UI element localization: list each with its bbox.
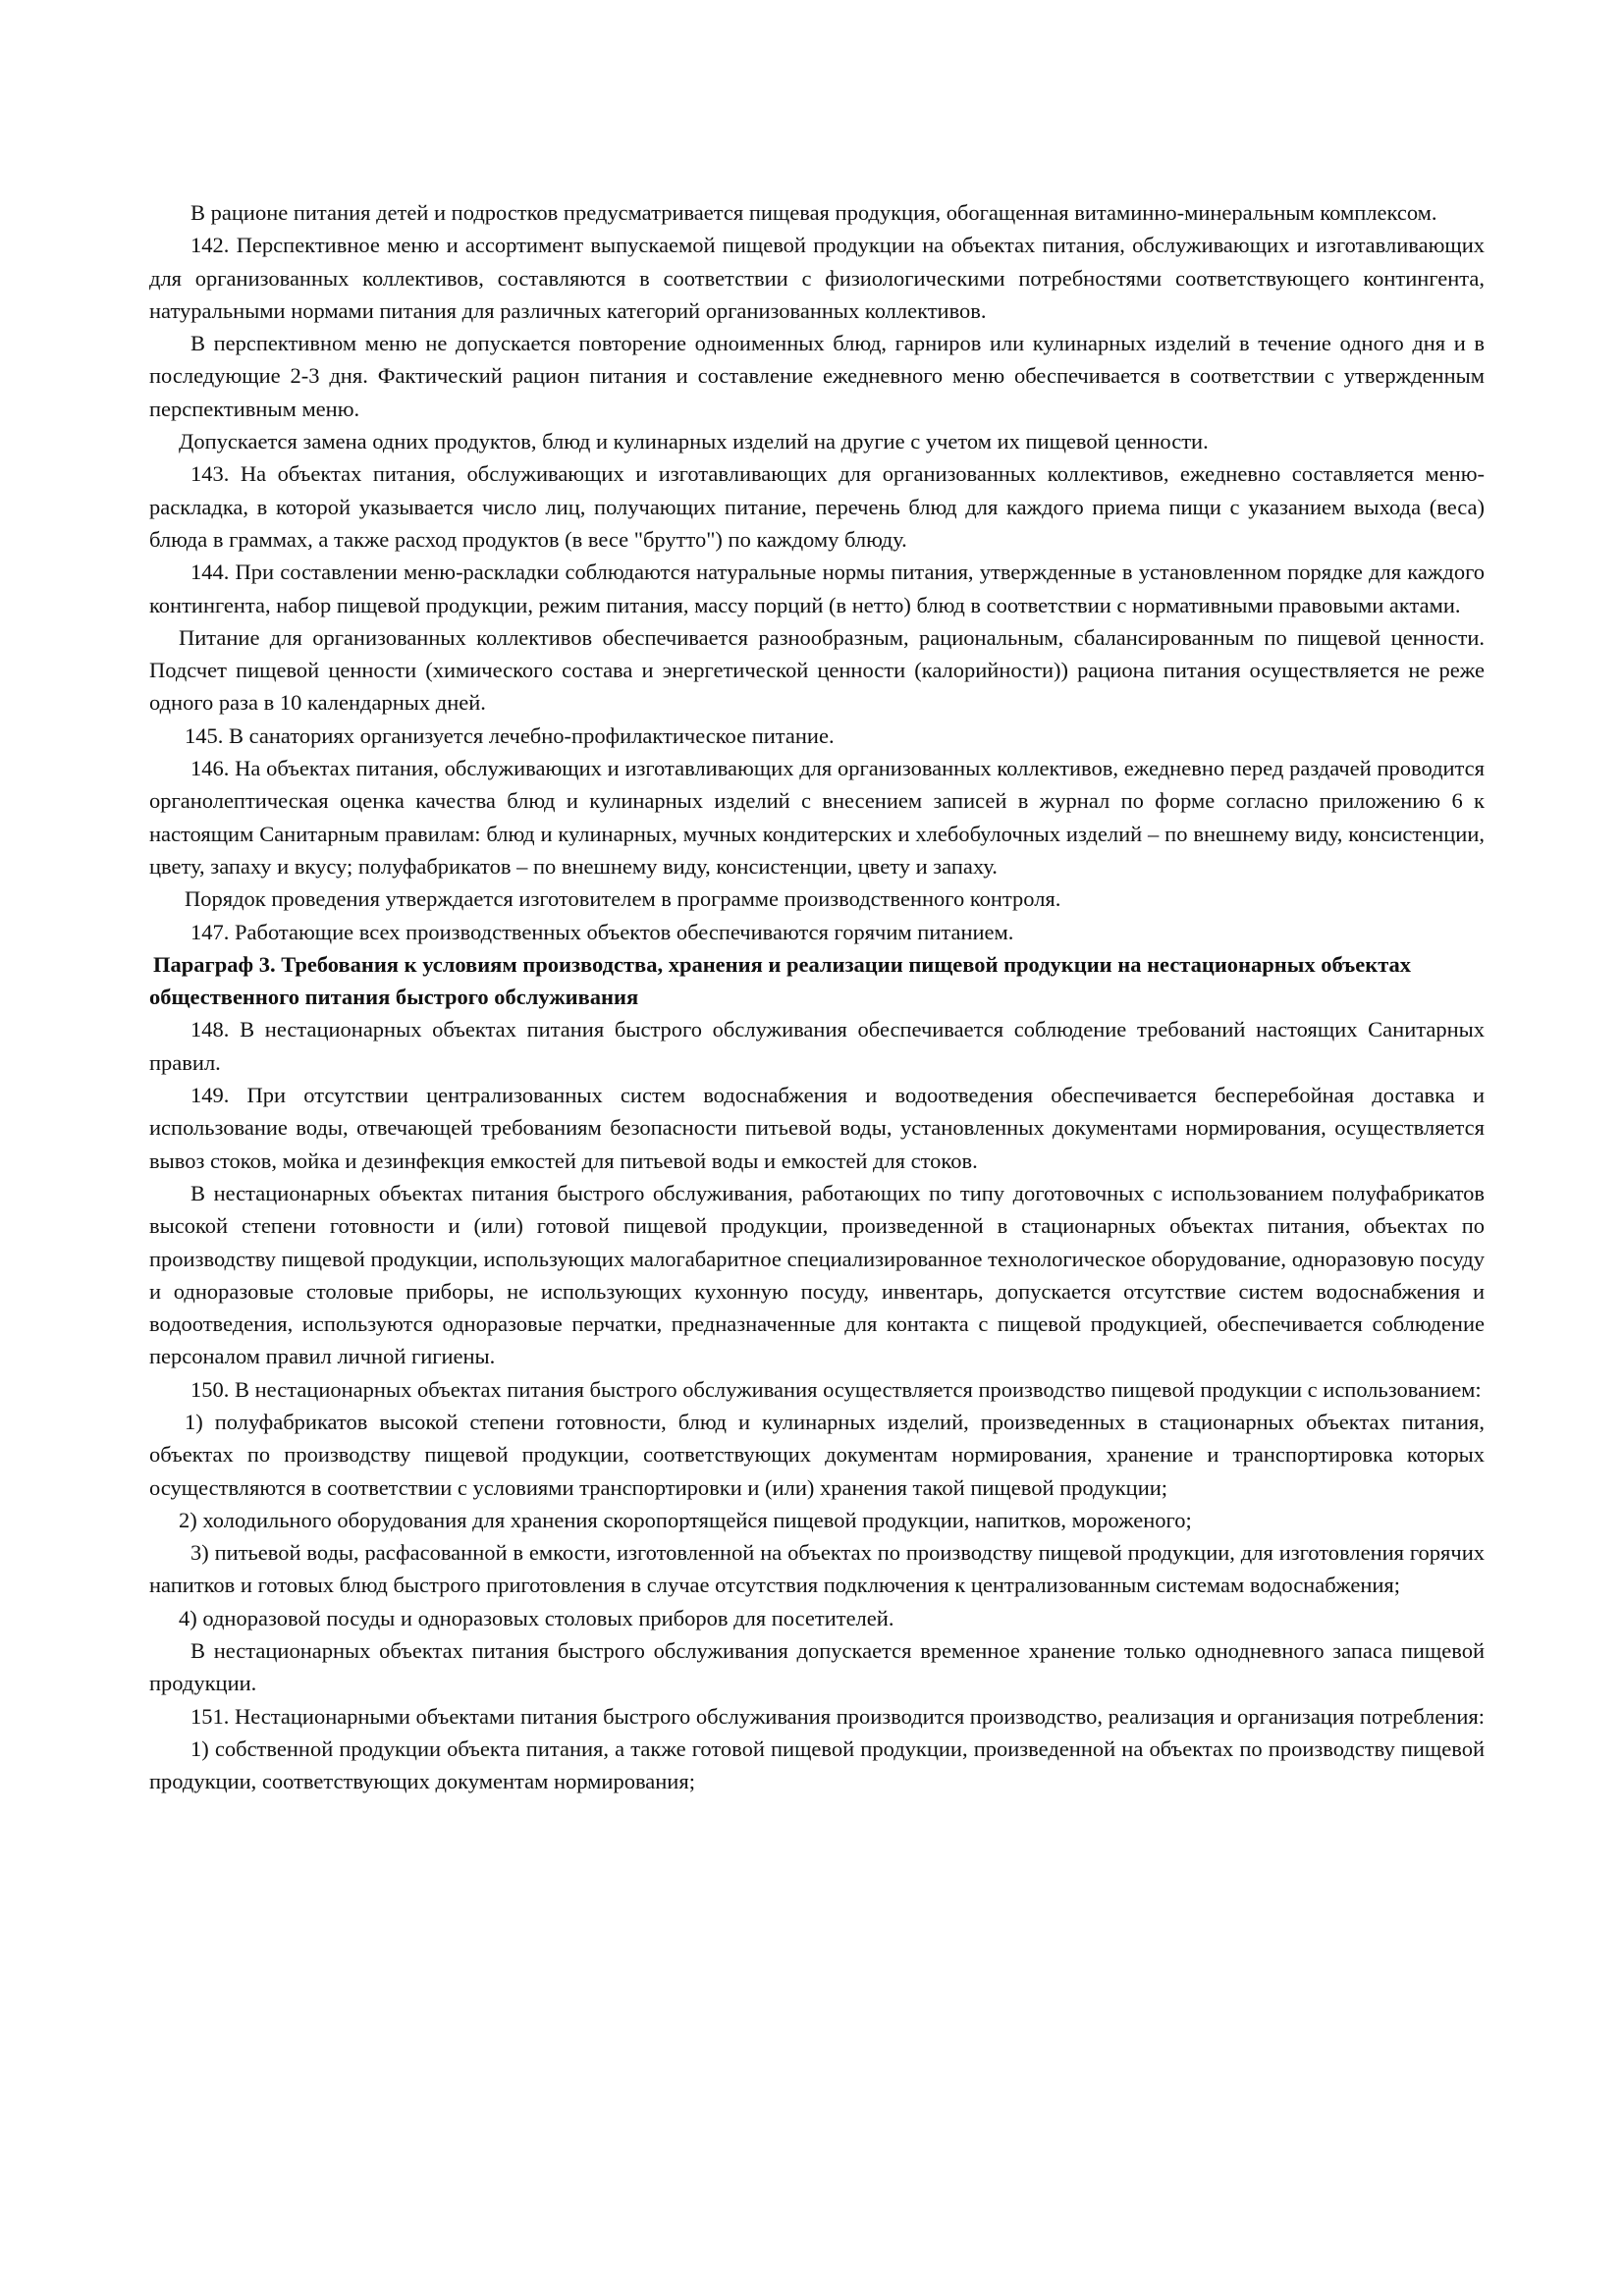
paragraph: В нестационарных объектах питания быстрого обслуживания, работающих по типу доготовочных с использованием полуфабрикатов высокой степени готовности и (или) готовой пищевой продукции, произведенной в стационарных объектах питания, объектах по производству пищевой продукции, использующих малогабаритное специализированное технологическое оборудование, одноразовую посуду и одноразовые столовые приборы, не использующих кухонную посуду, инвентарь, допускается отсутствие систем водоснабжения и водоотведения, используются одноразовые перчатки, предназначенные для контакта с пищевой продукцией, обеспечивается соблюдение персоналом правил личной гигиены. bbox=[149, 1180, 1485, 1369]
paragraph: Порядок проведения утверждается изготовителем в программе производственного контроля. bbox=[185, 886, 1061, 912]
paragraph-150: 150. В нестационарных объектах питания быстрого обслуживания осуществляется производство пищевой продукции с использованием: bbox=[190, 1376, 1482, 1402]
paragraph-143: 143. На объектах питания, обслуживающих и изготавливающих для организованных коллективов, ежедневно составляется меню-раскладка, в которой указывается число лиц, получающих питание, перечень блюд для каждого приема пищи с указанием выхода (веса) блюда в граммах, а также расход продуктов (в весе "брутто") по каждому блюду. bbox=[149, 461, 1485, 552]
list-item: 4) одноразовой посуды и одноразовых столовых приборов для посетителей. bbox=[179, 1605, 894, 1630]
section-heading: Параграф 3. Требования к условиям производства, хранения и реализации пищевой продукции на нестационарных объектах общественного питания быстрого обслуживания bbox=[149, 951, 1412, 1010]
paragraph-148: 148. В нестационарных объектах питания быстрого обслуживания обеспечивается соблюдение требований настоящих Санитарных правил. bbox=[149, 1017, 1485, 1075]
paragraph: В рационе питания детей и подростков предусматривается пищевая продукция, обогащенная витаминно-минеральным комплексом. bbox=[190, 200, 1437, 225]
paragraph-151: 151. Нестационарными объектами питания быстрого обслуживания производится производство, реализация и организация потребления: bbox=[190, 1703, 1485, 1729]
paragraph: В перспективном меню не допускается повторение одноименных блюд, гарниров или кулинарных изделий в течение одного дня и в последующие 2-3 дня. Фактический рацион питания и составление ежедневного меню обеспечивается в соответствии с утвержденным перспективным меню. bbox=[149, 331, 1485, 421]
paragraph-146: 146. На объектах питания, обслуживающих и изготавливающих для организованных коллективов, ежедневно перед раздачей проводится органолептическая оценка качества блюд и кулинарных изделий с внесением записей в журнал по форме согласно приложению 6 к настоящим Санитарным правилам: блюд и кулинарных, мучных кондитерских и хлебобулочных изделий – по внешнему виду, консистенции, цвету, запаху и вкусу; полуфабрикатов – по внешнему виду, консистенции, цвету и запаху. bbox=[149, 756, 1485, 879]
paragraph: Питание для организованных коллективов обеспечивается разнообразным, рациональным, сбалансированным по пищевой ценности. Подсчет пищевой ценности (химического состава и энергетической ценности (калорийности)) рациона питания осуществляется не реже одного раза в 10 календарных дней. bbox=[149, 624, 1485, 716]
paragraph: Допускается замена одних продуктов, блюд и кулинарных изделий на другие с учетом их пищевой ценности. bbox=[179, 429, 1209, 454]
list-item: 2) холодильного оборудования для хранения скоропортящейся пищевой продукции, напитков, мороженого; bbox=[179, 1507, 1192, 1532]
paragraph: В нестационарных объектах питания быстрого обслуживания допускается временное хранение только однодневного запаса пищевой продукции. bbox=[149, 1638, 1485, 1696]
list-item: 1) собственной продукции объекта питания, а также готовой пищевой продукции, произведенной на объектах по производству пищевой продукции, соответствующих документам нормирования; bbox=[149, 1735, 1485, 1794]
paragraph-145: 145. В санаториях организуется лечебно-профилактическое питание. bbox=[185, 722, 835, 748]
paragraph-144: 144. При составлении меню-раскладки соблюдаются натуральные нормы питания, утвержденные в установленном порядке для каждого контингента, набор пищевой продукции, режим питания, массу порций (в нетто) блюд в соответствии с нормативными правовыми актами. bbox=[149, 560, 1485, 617]
paragraph-149: 149. При отсутствии централизованных систем водоснабжения и водоотведения обеспечивается бесперебойная доставка и использование воды, отвечающей требованиям безопасности питьевой воды, установленных документами нормирования, осуществляется вывоз стоков, мойка и дезинфекция емкостей для питьевой воды и емкостей для стоков. bbox=[149, 1083, 1485, 1173]
document-page bbox=[149, 196, 1485, 1798]
paragraph-147: 147. Работающие всех производственных объектов обеспечиваются горячим питанием. bbox=[190, 919, 1014, 944]
paragraph-142: 142. Перспективное меню и ассортимент выпускаемой пищевой продукции на объектах питания, обслуживающих и изготавливающих для организованных коллективов, составляются в соответствии с физиологическими потребностями соответствующего контингента, натуральными нормами питания для различных категорий организованных коллективов. bbox=[149, 233, 1485, 323]
list-item: 3) питьевой воды, расфасованной в емкости, изготовленной на объектах по производству пищевой продукции, для изготовления горячих напитков и готовых блюд быстрого приготовления в случае отсутствия подключения к централизованным системам водоснабжения; bbox=[149, 1540, 1485, 1598]
list-item: 1) полуфабрикатов высокой степени готовности, блюд и кулинарных изделий, произведенных в стационарных объектах питания, объектах по производству пищевой продукции, соответствующих документам нормирования, хранение и транспортировка которых осуществляются в соответствии с условиями транспортировки и (или) хранения такой пищевой продукции; bbox=[149, 1409, 1485, 1500]
